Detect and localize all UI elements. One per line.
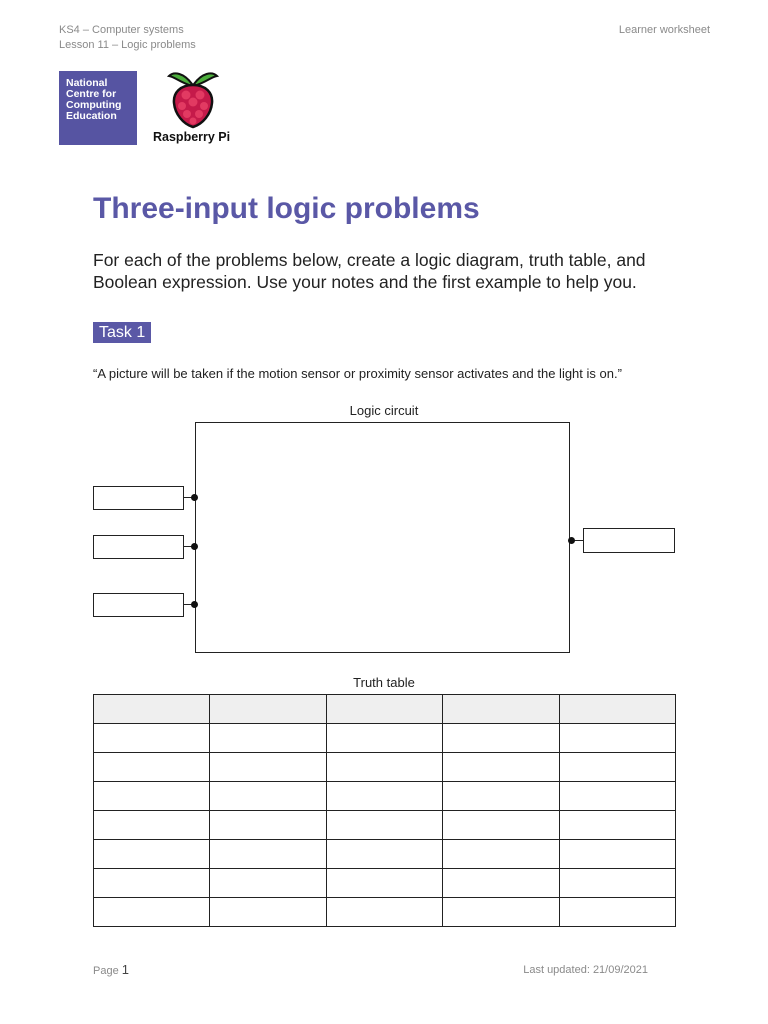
table-cell[interactable] bbox=[559, 724, 675, 753]
input-a-box[interactable] bbox=[93, 486, 184, 510]
logic-circuit-caption: Logic circuit bbox=[349, 403, 419, 418]
table-cell[interactable] bbox=[443, 811, 559, 840]
input-c-box[interactable] bbox=[93, 593, 184, 617]
ncce-logo-line-4: Education bbox=[66, 110, 117, 122]
table-cell[interactable] bbox=[94, 724, 210, 753]
table-cell[interactable] bbox=[210, 782, 326, 811]
table-cell[interactable] bbox=[94, 898, 210, 927]
table-cell[interactable] bbox=[210, 811, 326, 840]
truth-table-header-row bbox=[94, 695, 676, 724]
table-row bbox=[94, 898, 676, 927]
table-row bbox=[94, 753, 676, 782]
table-cell[interactable] bbox=[326, 840, 442, 869]
table-cell[interactable] bbox=[559, 753, 675, 782]
table-row bbox=[94, 869, 676, 898]
truth-table-header-cell[interactable] bbox=[443, 695, 559, 724]
table-cell[interactable] bbox=[326, 898, 442, 927]
table-cell[interactable] bbox=[326, 724, 442, 753]
footer-last-updated: Last updated: 21/09/2021 bbox=[523, 964, 648, 976]
table-row bbox=[94, 840, 676, 869]
header-course: KS4 – Computer systems bbox=[59, 24, 184, 36]
intro-text: For each of the problems below, create a logic diagram, truth table, and Boolean expression. Use your notes and the first example to help you. bbox=[93, 250, 646, 292]
table-cell[interactable] bbox=[443, 898, 559, 927]
raspberry-pi-label: Raspberry Pi bbox=[153, 130, 231, 144]
page-title: Three-input logic problems bbox=[93, 192, 480, 225]
table-cell[interactable] bbox=[443, 724, 559, 753]
table-cell[interactable] bbox=[210, 753, 326, 782]
table-cell[interactable] bbox=[326, 782, 442, 811]
header-lesson: Lesson 11 – Logic problems bbox=[59, 39, 196, 51]
footer-page-label: Page bbox=[93, 965, 119, 977]
header-doc-type: Learner worksheet bbox=[618, 24, 710, 36]
table-cell[interactable] bbox=[326, 753, 442, 782]
output-connector bbox=[568, 537, 575, 544]
footer-page-number: 1 bbox=[121, 962, 129, 977]
input-b-connector bbox=[191, 543, 198, 550]
truth-table-caption: Truth table bbox=[353, 675, 415, 690]
ncce-logo-line-2: Centre for bbox=[66, 88, 117, 100]
ncce-logo-line-1: National bbox=[66, 77, 108, 89]
table-cell[interactable] bbox=[443, 782, 559, 811]
table-cell[interactable] bbox=[94, 840, 210, 869]
footer-page bbox=[93, 962, 129, 977]
table-cell[interactable] bbox=[326, 811, 442, 840]
truth-table-header-cell[interactable] bbox=[210, 695, 326, 724]
truth-table-header-cell[interactable] bbox=[326, 695, 442, 724]
table-cell[interactable] bbox=[443, 753, 559, 782]
table-cell[interactable] bbox=[443, 840, 559, 869]
table-row bbox=[94, 724, 676, 753]
table-row bbox=[94, 811, 676, 840]
ncce-logo bbox=[59, 71, 137, 145]
table-cell[interactable] bbox=[326, 869, 442, 898]
output-box[interactable] bbox=[583, 528, 675, 553]
table-cell[interactable] bbox=[210, 724, 326, 753]
truth-table-header-cell[interactable] bbox=[94, 695, 210, 724]
raspberry-icon bbox=[166, 69, 220, 129]
table-row bbox=[94, 782, 676, 811]
input-c-connector bbox=[191, 601, 198, 608]
table-cell[interactable] bbox=[559, 869, 675, 898]
table-cell[interactable] bbox=[94, 753, 210, 782]
input-b-box[interactable] bbox=[93, 535, 184, 559]
truth-table bbox=[93, 694, 676, 927]
table-cell[interactable] bbox=[94, 869, 210, 898]
table-cell[interactable] bbox=[94, 811, 210, 840]
table-cell[interactable] bbox=[443, 869, 559, 898]
table-cell[interactable] bbox=[210, 840, 326, 869]
table-cell[interactable] bbox=[210, 869, 326, 898]
input-a-connector bbox=[191, 494, 198, 501]
logic-circuit-area[interactable] bbox=[195, 422, 570, 653]
table-cell[interactable] bbox=[559, 898, 675, 927]
table-cell[interactable] bbox=[559, 840, 675, 869]
table-cell[interactable] bbox=[559, 782, 675, 811]
table-cell[interactable] bbox=[559, 811, 675, 840]
task-badge: Task 1 bbox=[93, 322, 151, 343]
table-cell[interactable] bbox=[94, 782, 210, 811]
table-cell[interactable] bbox=[210, 898, 326, 927]
ncce-logo-line-3: Computing bbox=[66, 99, 122, 111]
truth-table-header-cell[interactable] bbox=[559, 695, 675, 724]
problem-statement: “A picture will be taken if the motion sensor or proximity sensor activates and the light is on.” bbox=[93, 366, 622, 381]
